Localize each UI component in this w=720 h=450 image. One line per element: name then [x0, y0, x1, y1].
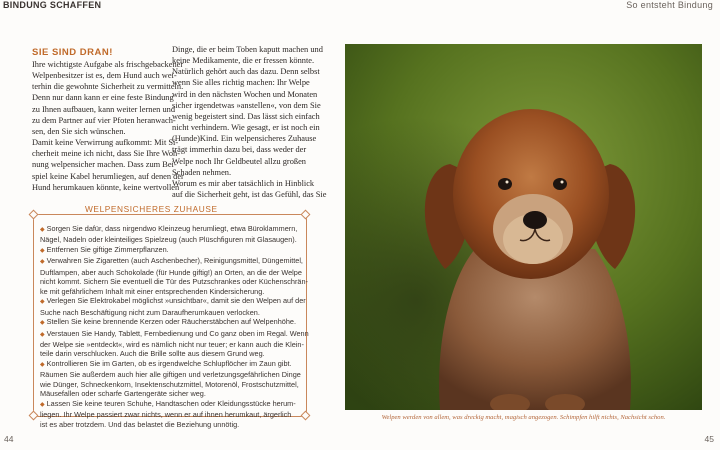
puppy-photo — [345, 44, 702, 410]
section-heading: SIE SIND DRAN! — [32, 47, 113, 58]
list-item-text: der Welpe sie »entdeckt«, wird es nämlich nicht nur teuer; er kann auch die Klein- — [40, 339, 304, 349]
list-item — [40, 256, 303, 267]
page-number-left: 44 — [4, 434, 14, 444]
photo-caption: Welpen werden von allem, was dreckig macht, magisch angezogen. Schimpfen hilft nichts, Nachsicht schon. — [381, 414, 666, 421]
list-item-continuation — [40, 380, 298, 389]
list-item-text: ke mit gefährlichem Inhalt mit einer entsprechenden Kindersicherung. — [40, 286, 265, 296]
running-head-right: So entsteht Bindung — [626, 0, 713, 10]
text-line: Ihre wichtigste Aufgabe als frischgebackener — [32, 60, 184, 69]
bullet-icon: ◆ — [40, 227, 45, 233]
bullet-icon: ◆ — [40, 331, 45, 338]
bullet-icon: ◆ — [40, 299, 45, 306]
list-item-text: Lassen Sie keine teuren Schuhe, Handtaschen oder Kleidungsstücke herum- — [46, 398, 296, 408]
text-line: wenn Sie alles richtig machen: Ihr Welpe — [172, 78, 310, 88]
text-line: auf die Sicherheit geht, ist das Gefühl, das Sie — [172, 190, 327, 200]
text-line: spiel keine Kabel herumliegen, auf denen der — [32, 171, 184, 181]
list-item-text: wie Dünger, Schneckenkorn, Insektenschutzmittel, Motorenöl, Frostschutzmittel, — [40, 379, 299, 389]
list-item — [40, 399, 298, 410]
text-column-left — [32, 59, 184, 193]
text-line: Denn nur dann kann er eine feste Bindung — [32, 93, 174, 103]
page-number-right: 45 — [704, 434, 714, 444]
text-column-right — [172, 44, 327, 200]
text-line: Natürlich gehört auch das dazu. Denn selbst — [172, 67, 320, 77]
corner-ornament-br — [301, 411, 311, 421]
text-line: zu dem Partner auf vier Pfoten heranwach- — [32, 115, 176, 125]
list-item-continuation — [40, 287, 298, 296]
list-item — [40, 317, 298, 328]
text-line: Welpe noch Ihr Geldbeutel allzu großen — [172, 156, 306, 166]
bullet-icon: ◆ — [40, 320, 45, 327]
text-line: Dinge, die er beim Toben kaputt machen und — [172, 45, 323, 54]
bullet-icon: ◆ — [40, 247, 45, 254]
list-item-text: Entfernen Sie giftige Zimmerpflanzen. — [46, 244, 169, 254]
list-item-text: Stellen Sie keine brennende Kerzen oder Räucherstäbchen auf Welpenhöhe. — [46, 317, 296, 327]
text-line: Hund herumkauen könnte, keine wertvollen — [32, 182, 180, 192]
text-line: cherheit meine ich nicht, dass Sie Ihre Woh- — [32, 149, 181, 159]
list-item-text: Suche nach Beschäftigung nicht zum Daraufherumkauen verlocken. — [40, 307, 260, 317]
text-line: trägt immerhin dazu bei, dass weder der — [172, 145, 307, 155]
list-item-text: Verwahren Sie Zigaretten (auch Aschenbecher), Reinigungsmittel, Düngemittel, — [46, 256, 303, 266]
list-item — [40, 245, 298, 256]
list-item-text: Sorgen Sie dafür, dass nirgendwo Kleinzeug herumliegt, etwa Büroklammern, — [46, 224, 298, 233]
bullet-icon: ◆ — [40, 401, 45, 408]
text-line: wenig begeistert sind. Das lässt sich einfach — [172, 111, 320, 121]
text-line: nung welpensicher machen. Dass zum Bei- — [32, 160, 177, 170]
list-item-continuation — [40, 370, 301, 380]
list-item-text: Räumen Sie außerdem auch hier alle giftigen und verletzungsgefährlichen Dinge — [40, 370, 301, 380]
list-item-text: liegen. Ihr Welpe passiert zwar nichts, wenn er auf ihnen herumkaut, ärgerlich — [40, 410, 292, 420]
list-item-continuation — [40, 308, 298, 317]
list-item-continuation — [40, 410, 298, 419]
text-line: wird in den nächsten Wochen und Monaten — [172, 89, 318, 99]
text-line: sicher irgendetwas »anstellen«, von dem Sie — [172, 100, 321, 110]
list-item-text: Verstauen Sie Handy, Tablett, Fernbedienung und Co ganz oben im Regal. Wenn — [46, 328, 309, 338]
list-item-text: Nägel, Nadeln oder kleinteiliges Spielzeug (auch Plüschfiguren mit Glasaugen). — [40, 235, 297, 245]
text-line: Welpenbesitzer ist es, dem Hund auch wei- — [32, 71, 177, 81]
running-head-left: BINDUNG SCHAFFEN — [3, 0, 102, 10]
text-line: keine Medikamente, die er fressen könnte. — [172, 56, 315, 66]
text-line: Schaden nehmen. — [172, 167, 232, 177]
list-item-continuation — [40, 389, 298, 398]
text-line: nicht verhindern. Wie gesagt, er ist noch ein — [172, 123, 320, 133]
tip-box-list — [40, 224, 309, 429]
text-line: zu Ihnen aufbauen, kann weiter lernen und — [32, 104, 176, 114]
text-line: sen, den Sie sich wünschen. — [32, 126, 126, 136]
list-item-continuation — [40, 420, 298, 429]
list-item-text: Duftlampen, aber auch Schokolade (für Hunde giftig!) an Orten, an die der Welpe — [40, 267, 302, 277]
list-item — [40, 328, 309, 340]
text-line: Worum es mir aber tatsächlich in Hinblick — [172, 178, 315, 188]
list-item — [40, 359, 298, 370]
list-item-text: ist es aber trotzdem. Und das belastet die Beziehung unnötig. — [40, 419, 240, 429]
text-line: Damit keine Verwirrung aufkommt: Mit Si- — [32, 138, 179, 148]
text-line: (Hunde)Kind. Ein welpensicheres Zuhause — [172, 134, 317, 144]
list-item-continuation — [40, 349, 298, 358]
bullet-icon: ◆ — [40, 361, 45, 368]
list-item-continuation — [40, 277, 308, 287]
tip-box-title: WELPENSICHERES ZUHAUSE — [79, 204, 224, 214]
text-line: terhin die gewohnte Sicherheit zu vermitteln. — [32, 82, 184, 92]
bullet-icon: ◆ — [40, 259, 45, 266]
list-item — [40, 296, 306, 307]
puppy-illustration — [345, 44, 702, 410]
list-item-text: nicht kommt. Sichern Sie eventuell die Tür des Putzschrankes oder Küchenschrän- — [40, 277, 308, 287]
list-item-text: Verlegen Sie Elektrokabel möglichst »unsichtbar«, damit sie den Welpen auf der — [46, 296, 306, 306]
list-item-text: teile darin verschlucken. Auch die Brille sollte aus diesem Grund weg. — [40, 349, 265, 359]
list-item — [40, 224, 298, 235]
list-item-continuation — [40, 267, 302, 277]
list-item-text: Mäusefallen oder scharfe Gartengeräte sicher weg. — [40, 389, 206, 399]
list-item-continuation — [40, 235, 298, 244]
list-item-continuation — [40, 339, 304, 349]
list-item-text: Kontrollieren Sie im Garten, ob es irgendwelche Schlupflöcher im Zaun gibt. — [46, 358, 292, 368]
